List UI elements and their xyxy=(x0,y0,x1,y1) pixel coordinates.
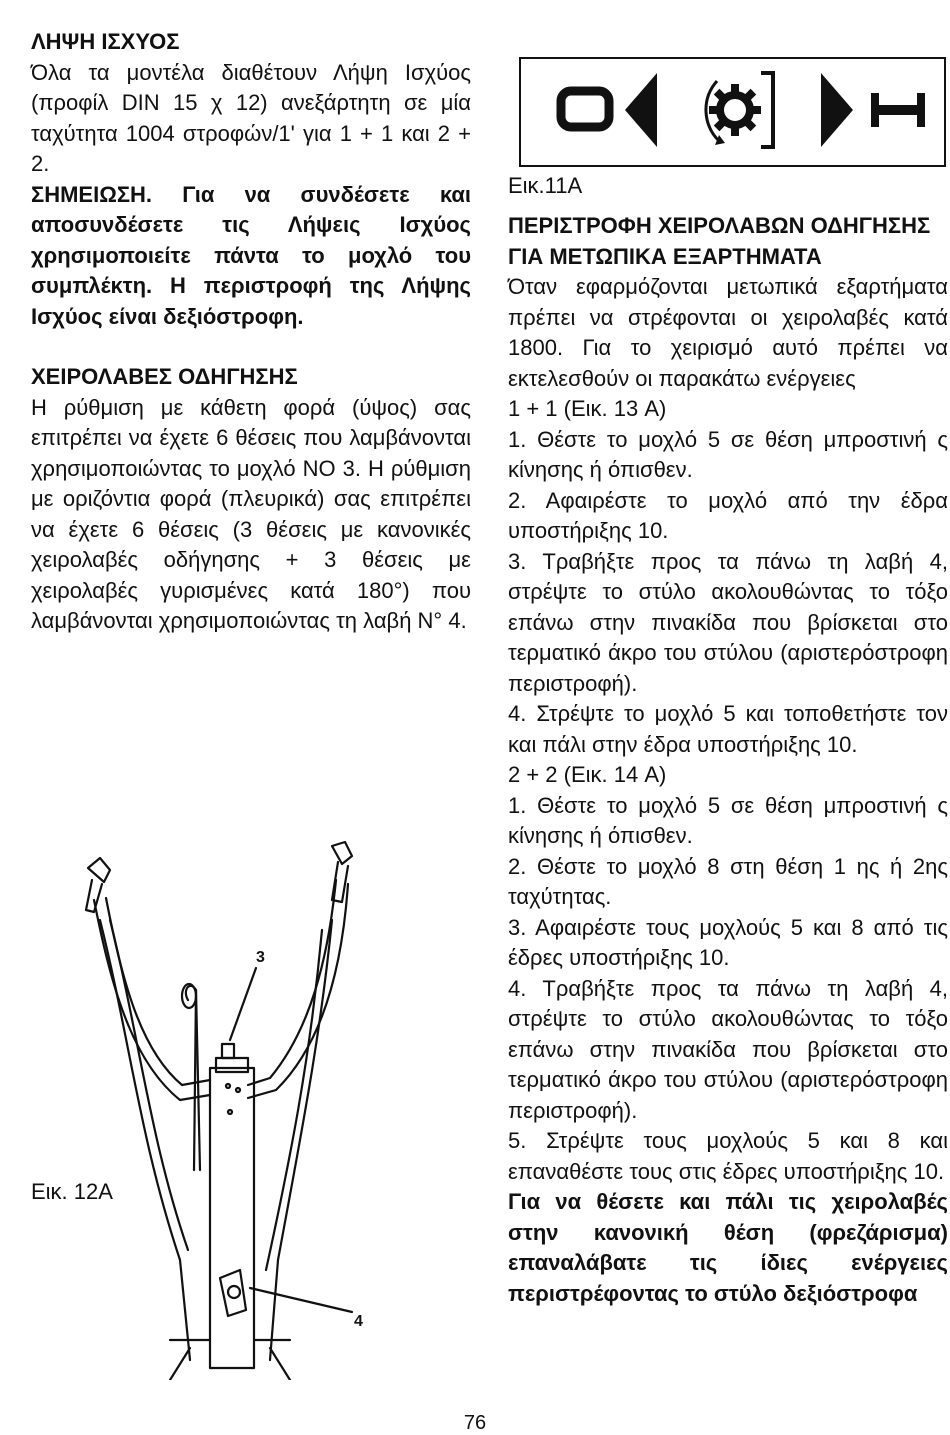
handles-text: Η ρύθμιση με κάθετη φορά (ύψος) σας επιτρέπει να έχετε 6 θέσεις που λαμβάνονται χρησιμοποιώντας το μοχλό ΝΟ 3. Η ρύθμιση με οριζόντια φορά (πλευρικά) σας επιτρέπει να έχετε 6 θέσεις (3 θέσεις με κανονικές χειρολαβές οδήγησης + 3 θέσεις με χειρολαβές γυρισμένες κατά 180°) που λαμβάνονται χρησιμοποιώντας τη λαβή N° 4. xyxy=(31,394,471,633)
pto-text: Όλα τα μοντέλα διαθέτουν Λήψη Ισχύος (προφίλ DIN 15 χ 12) ανεξάρτητη σε μία ταχύτητα 1004 στροφών/1' για 1 + 1 και 2 + 2. xyxy=(31,59,471,176)
step-2-4: 4. Τραβήξτε προς τα πάνω τη λαβή 4, στρέψτε το στύλο ακολουθώντας το τόξο επάνω στην πινακίδα που βρίσκεται στο τερματικό άκρο του στύλου (αριστερόστροφη περιστροφή). xyxy=(508,975,948,1123)
step-2-5: 5. Στρέψτε τους μοχλούς 5 και 8 και επαναθέστε τους στις έδρες υποστήριξης 10. xyxy=(508,1128,948,1184)
fig11-plate xyxy=(519,57,946,167)
step-1-4: 4. Στρέψτε το μοχλό 5 και τοποθετήστε τον και πάλι στην έδρα υποστήριξης 10. xyxy=(508,701,948,757)
right-column xyxy=(508,211,948,1309)
fig12-caption: Εικ. 12A xyxy=(31,1179,113,1204)
pto-title: ΛΗΨΗ ΙΣΧΥΟΣ xyxy=(31,29,180,54)
left-column xyxy=(31,27,471,637)
step-2-1: 1. Θέστε το μοχλό 5 σε θέση μπροστινή ς κίνησης ή όπισθεν. xyxy=(508,792,948,848)
closing-note: Για να θέσετε και πάλι τις χειρολαβές στην κανονική θέση (φρεζάρισμα) επαναλάβατε τις ίδιες ενέργειες περιστρέφοντας το στύλο δεξιόστροφα xyxy=(508,1189,948,1306)
step-1-2: 2. Αφαιρέστε το μοχλό από την έδρα υποστήριξης 10. xyxy=(508,487,948,543)
pto-note: ΣΗΜΕΙΩΣΗ. Για να συνδέσετε και αποσυνδέσετε τις Λήψεις Ισχύος χρησιμοποιείτε πάντα το μοχλό του συμπλέκτη. Η περιστροφή της Λήψης Ισχύος είναι δεξιόστροφη. xyxy=(31,181,471,329)
step-1-1: 1. Θέστε το μοχλό 5 σε θέση μπροστινή ς κίνησης ή όπισθεν. xyxy=(508,426,948,482)
handles-title: ΧΕΙΡΟΛΑΒΕΣ ΟΔΗΓΗΣΗΣ xyxy=(31,364,298,389)
rotation-title: ΠΕΡΙΣΤΡΟΦΗ ΧΕΙΡΟΛΑΒΩΝ ΟΔΗΓΗΣΗΣ ΓΙΑ ΜΕΤΩΠΙΚΑ ΕΞΑΡΤΗΜΑΤΑ xyxy=(508,213,931,269)
fig12-label-4: 4 xyxy=(354,1313,363,1330)
page-number: 76 xyxy=(463,1412,487,1434)
step-2-2: 2. Θέστε το μοχλό 8 στη θέση 1 ης ή 2ης ταχύτητας. xyxy=(508,853,948,909)
fig12-drawing xyxy=(70,840,390,1380)
fig12-label-3: 3 xyxy=(256,949,265,966)
section-1plus1: 1 + 1 (Εικ. 13 A) xyxy=(508,396,667,421)
rotation-intro: Όταν εφαρμόζονται μετωπικά εξαρτήματα πρέπει να στρέφονται οι χειρολαβές κατά 1800. Για το χειρισμό αυτό πρέπει να εκτελεσθούν οι παρακάτω ενέργειες xyxy=(508,274,948,391)
step-1-3: 3. Τραβήξτε προς τα πάνω τη λαβή 4, στρέψτε το στύλο ακολουθώντας το τόξο επάνω στην πινακίδα που βρίσκεται στο τερματικό άκρο του στύλου (αριστερόστροφη περιστροφή). xyxy=(508,548,948,696)
section-2plus2: 2 + 2 (Εικ. 14 A) xyxy=(508,762,667,787)
step-2-3: 3. Αφαιρέστε τους μοχλούς 5 και 8 από τις έδρες υποστήριξης 10. xyxy=(508,914,948,970)
fig11-symbols xyxy=(521,59,944,165)
fig11-caption: Εικ.11A xyxy=(508,173,583,198)
